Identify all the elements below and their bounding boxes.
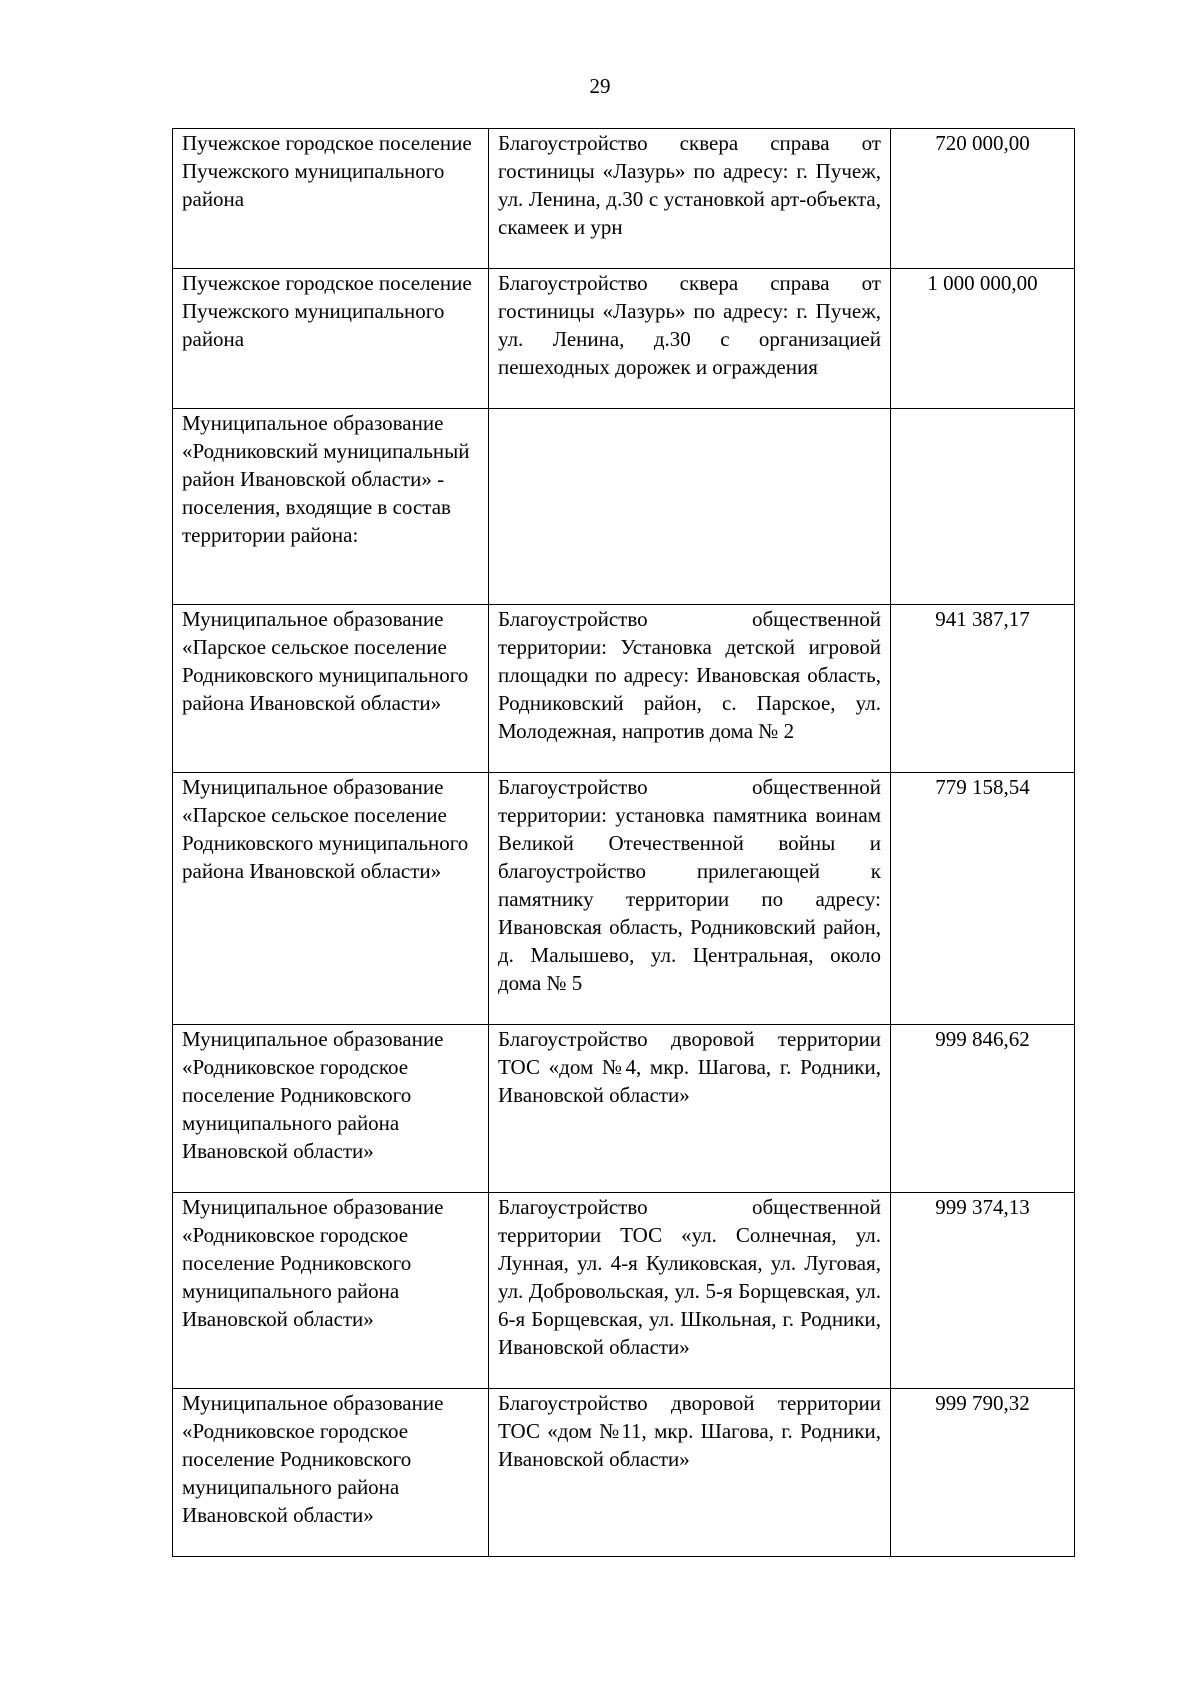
amount-cell: 999 374,13 — [891, 1193, 1075, 1389]
amount-cell — [891, 409, 1075, 605]
amount-cell: 999 846,62 — [891, 1025, 1075, 1193]
table-row — [173, 1389, 1075, 1557]
amount-cell: 1 000 000,00 — [891, 269, 1075, 409]
table-row — [173, 605, 1075, 773]
amount-cell: 779 158,54 — [891, 773, 1075, 1025]
recipient-cell: Муниципальное образование «Родниковское городское поселение Родниковского муниципального района Ивановской области» — [173, 1389, 489, 1557]
description-cell: Благоустройство общественной территории ТОС «ул. Солнечная, ул. Лунная, ул. 4-я Куликовская, ул. Луговая, ул. Добровольская, ул. 5-я Борщевская, ул. 6-я Борщевская, ул. Школьная, г. Родники, Ивановской области» — [489, 1193, 891, 1389]
amount-cell: 941 387,17 — [891, 605, 1075, 773]
description-cell: Благоустройство общественной территории: Установка детской игровой площадки по адресу: Ивановская область, Родниковский район, с. Парское, ул. Молодежная, напротив дома № 2 — [489, 605, 891, 773]
recipient-cell: Муниципальное образование «Родниковское городское поселение Родниковского муниципального района Ивановской области» — [173, 1193, 489, 1389]
description-cell: Благоустройство сквера справа от гостиницы «Лазурь» по адресу: г. Пучеж, ул. Ленина, д.30 с установкой арт-объекта, скамеек и урн — [489, 129, 891, 269]
description-cell — [489, 409, 891, 605]
table-row — [173, 773, 1075, 1025]
recipient-cell: Пучежское городское поселение Пучежского муниципального района — [173, 269, 489, 409]
description-cell: Благоустройство сквера справа от гостиницы «Лазурь» по адресу: г. Пучеж, ул. Ленина, д.30 с организацией пешеходных дорожек и ограждения — [489, 269, 891, 409]
recipient-cell: Муниципальное образование «Парское сельское поселение Родниковского муниципального района Ивановской области» — [173, 605, 489, 773]
table-row — [173, 1025, 1075, 1193]
description-cell: Благоустройство дворовой территории ТОС «дом №4, мкр. Шагова, г. Родники, Ивановской области» — [489, 1025, 891, 1193]
recipient-cell: Пучежское городское поселение Пучежского муниципального района — [173, 129, 489, 269]
table-row — [173, 1193, 1075, 1389]
description-cell: Благоустройство общественной территории: установка памятника воинам Великой Отечественной войны и благоустройство прилегающей к памятнику территории по адресу: Ивановская область, Родниковский район, д. Малышево, ул. Центральная, около дома № 5 — [489, 773, 891, 1025]
allocation-table — [172, 128, 1075, 1557]
recipient-cell: Муниципальное образование «Парское сельское поселение Родниковского муниципального района Ивановской области» — [173, 773, 489, 1025]
table-row — [173, 129, 1075, 269]
table-row — [173, 269, 1075, 409]
amount-cell: 720 000,00 — [891, 129, 1075, 269]
description-cell: Благоустройство дворовой территории ТОС «дом №11, мкр. Шагова, г. Родники, Ивановской области» — [489, 1389, 891, 1557]
page-number: 29 — [589, 74, 611, 98]
recipient-cell: Муниципальное образование «Родниковский муниципальный район Ивановской области» - поселения, входящие в состав территории района: — [173, 409, 489, 605]
recipient-cell: Муниципальное образование «Родниковское городское поселение Родниковского муниципального района Ивановской области» — [173, 1025, 489, 1193]
amount-cell: 999 790,32 — [891, 1389, 1075, 1557]
table-row — [173, 409, 1075, 605]
